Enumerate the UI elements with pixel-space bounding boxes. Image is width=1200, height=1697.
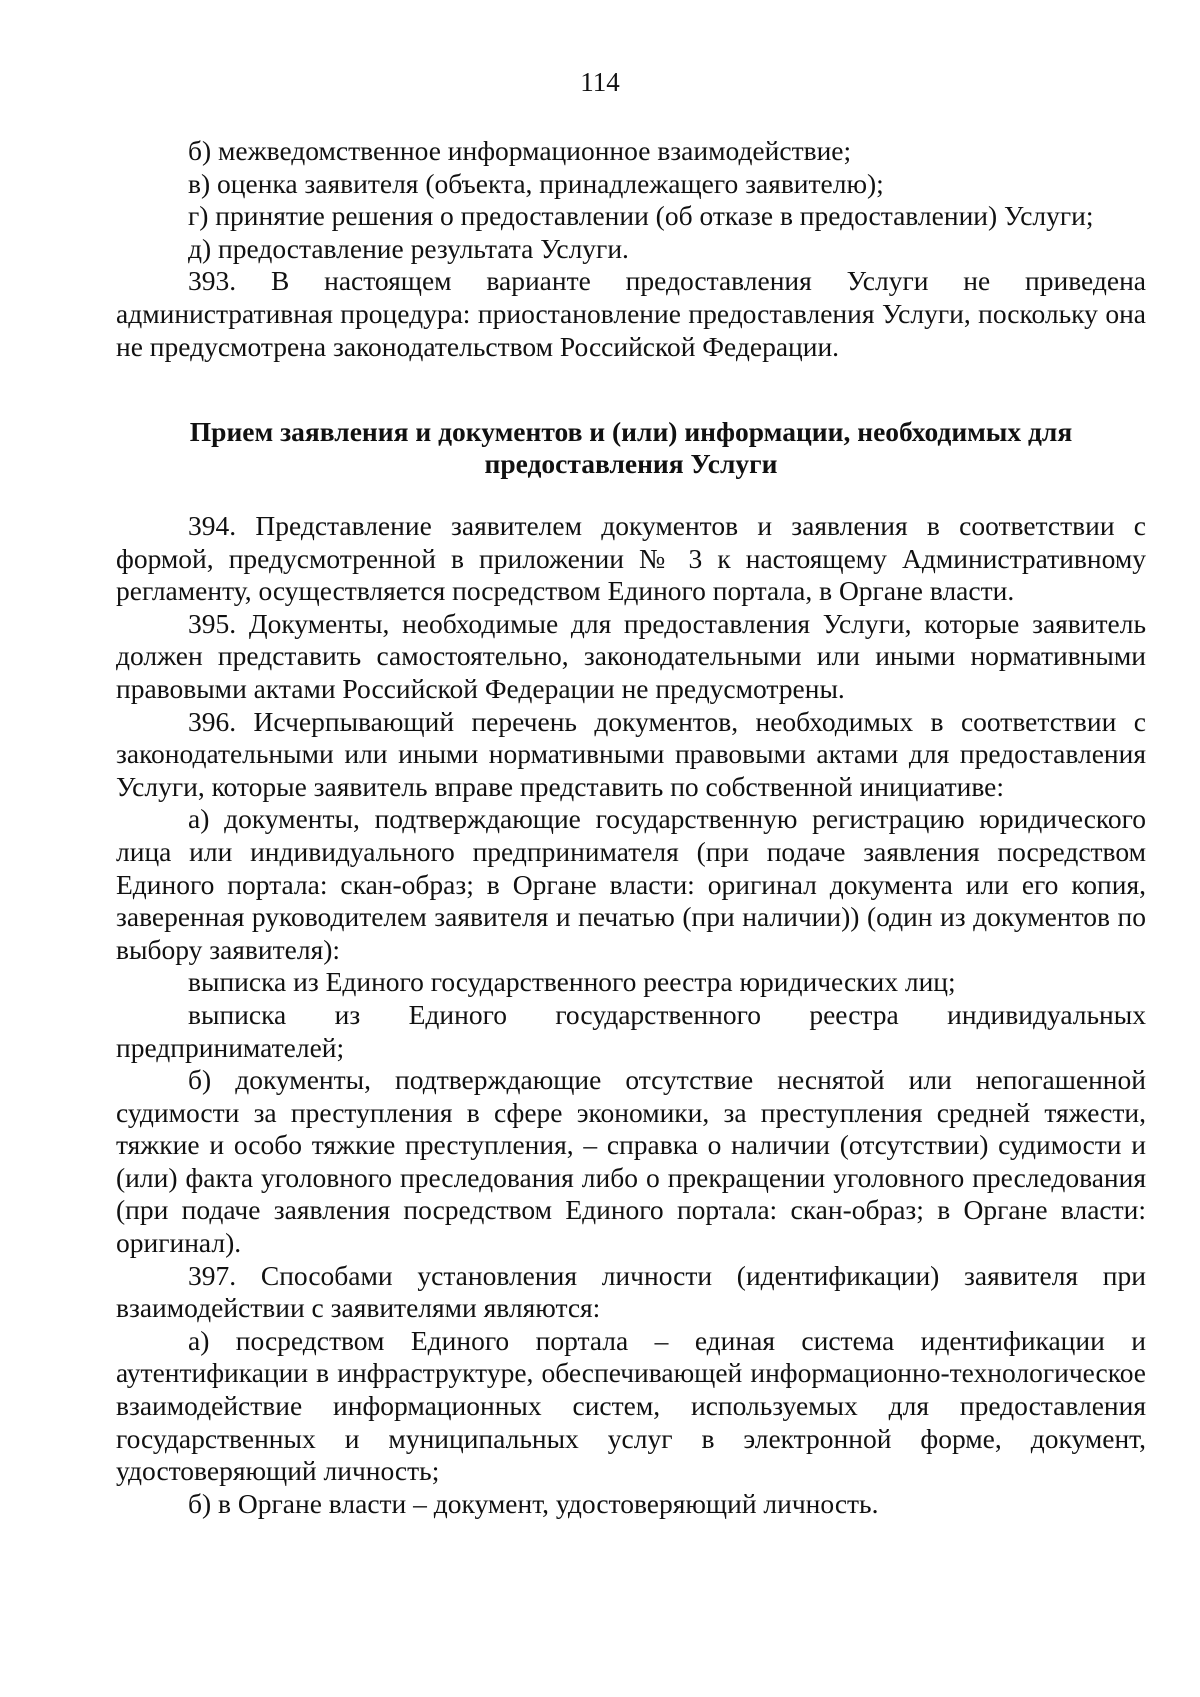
paragraph-397-a: а) посредством Единого портала – единая система идентификации и аутентификации в инфраструктуре, обеспечивающей информационно-технологическое взаимодействие информационных систем, используемых для предоставления государственных и муниципальных услуг в электронной форме, документ, удостоверяющий личность; bbox=[116, 1324, 1146, 1487]
section-heading bbox=[116, 416, 1146, 480]
paragraph-395: 395. Документы, необходимые для предоставления Услуги, которые заявитель должен представить самостоятельно, законодательными или иными нормативными правовыми актами Российской Федерации не предусмотрены. bbox=[116, 607, 1146, 704]
paragraph-397: 397. Способами установления личности (идентификации) заявителя при взаимодействии с заявителями являются: bbox=[116, 1259, 1146, 1324]
paragraph-item-b: б) межведомственное информационное взаимодействие; bbox=[188, 135, 852, 166]
paragraph-item-v: в) оценка заявителя (объекта, принадлежащего заявителю); bbox=[188, 167, 884, 199]
paragraph-396-a: а) документы, подтверждающие государственную регистрацию юридического лица или индивидуального предпринимателя (при подаче заявления посредством Единого портала: скан-образ; в Органе власти: оригинал документа или его копия, заверенная руководителем заявителя и печатью (при наличии)) (один из документов по выбору заявителя): bbox=[116, 803, 1146, 965]
paragraph-item-g: г) принятие решения о предоставлении (об отказе в предоставлении) Услуги; bbox=[188, 200, 1094, 232]
paragraph-397-b: б) в Органе власти – документ, удостоверяющий личность. bbox=[188, 1487, 879, 1519]
paragraph-extract-legal-entities: выписка из Единого государственного реестра юридических лиц; bbox=[188, 966, 956, 998]
procedure-list-block bbox=[116, 135, 1146, 363]
section-heading-line-1: Прием заявления и документов и (или) информации, необходимых для bbox=[189, 416, 1073, 447]
paragraph-396-b: б) документы, подтверждающие отсутствие неснятой или непогашенной судимости за преступления в сфере экономики, за преступления средней тяжести, тяжкие и особо тяжкие преступления, – справка о наличии (отсутствии) судимости и (или) факта уголовного преследования либо о прекращении уголовного преследования (при подаче заявления посредством Единого портала: скан-образ; в Органе власти: оригинал). bbox=[116, 1064, 1146, 1259]
section-heading-line-2: предоставления Услуги bbox=[484, 448, 778, 479]
paragraph-393: 393. В настоящем варианте предоставления Услуги не приведена административная процедура: приостановление предоставления Услуги, поскольку она не предусмотрена законодательством Российской Федерации. bbox=[116, 265, 1146, 362]
paragraph-394: 394. Представление заявителем документов и заявления в соответствии с формой, предусмотренной в приложении № 3 к настоящему Административному регламенту, осуществляется посредством Единого портала, в Органе власти. bbox=[116, 510, 1146, 607]
paragraph-extract-entrepreneurs: выписка из Единого государственного реестра индивидуальных предпринимателей; bbox=[116, 998, 1146, 1063]
paragraph-396: 396. Исчерпывающий перечень документов, необходимых в соответствии с законодательными или иными нормативными правовыми актами для предоставления Услуги, которые заявитель вправе представить по собственной инициативе: bbox=[116, 705, 1146, 802]
paragraph-item-d: д) предоставление результата Услуги. bbox=[188, 232, 629, 264]
section-body bbox=[116, 510, 1146, 1520]
page-number: 114 bbox=[580, 67, 620, 97]
